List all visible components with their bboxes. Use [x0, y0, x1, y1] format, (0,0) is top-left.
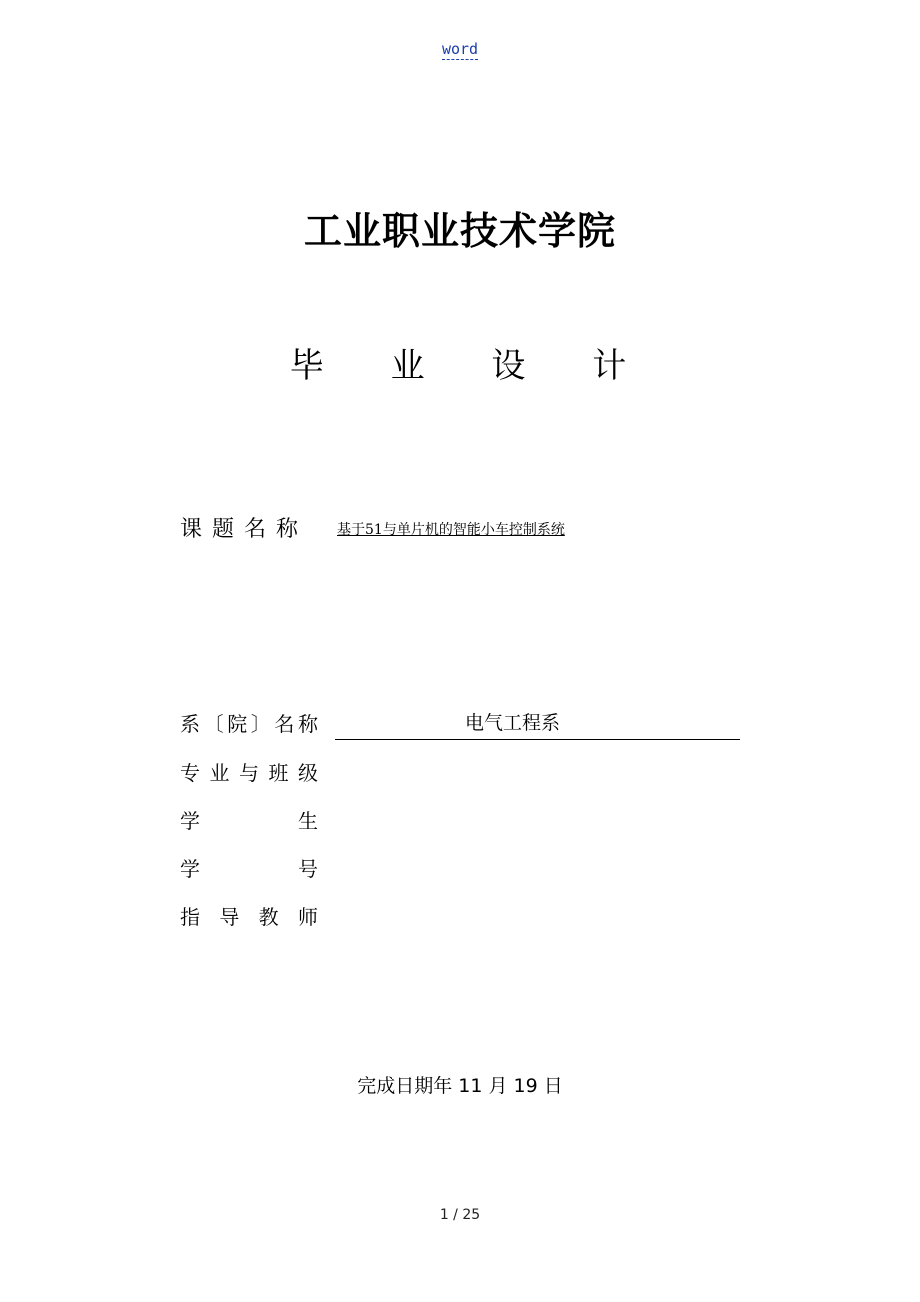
- student-id-value: [335, 853, 740, 885]
- page-indicator: 1 / 25: [439, 1207, 481, 1223]
- document-type-title: 毕 业 设 计: [289, 346, 655, 386]
- info-row-advisor: [180, 901, 750, 937]
- student-id-label: 学号: [180, 857, 318, 881]
- info-row-department: [180, 708, 750, 744]
- department-value: 电气工程系: [335, 708, 740, 740]
- topic-row: [180, 512, 780, 546]
- header-word-link[interactable]: word: [441, 40, 479, 58]
- completion-date: 完成日期年 11 月 19 日: [357, 1075, 563, 1097]
- topic-label: 课题名称: [180, 517, 309, 542]
- student-value: [335, 805, 740, 837]
- department-label: 系〔院〕名称: [180, 712, 318, 736]
- info-row-student: [180, 805, 750, 841]
- advisor-label: 指导教师: [180, 905, 318, 929]
- info-row-student-id: [180, 853, 750, 889]
- page-header: [0, 40, 920, 58]
- school-name: 工业职业技术学院: [303, 209, 616, 253]
- advisor-value: [335, 901, 740, 933]
- topic-value: 基于51与单片机的智能小车控制系统: [337, 522, 565, 538]
- major-class-label: 专业与班级: [180, 761, 318, 785]
- info-row-major-class: [180, 757, 750, 793]
- student-label: 学生: [180, 809, 318, 833]
- major-class-value: [335, 757, 740, 789]
